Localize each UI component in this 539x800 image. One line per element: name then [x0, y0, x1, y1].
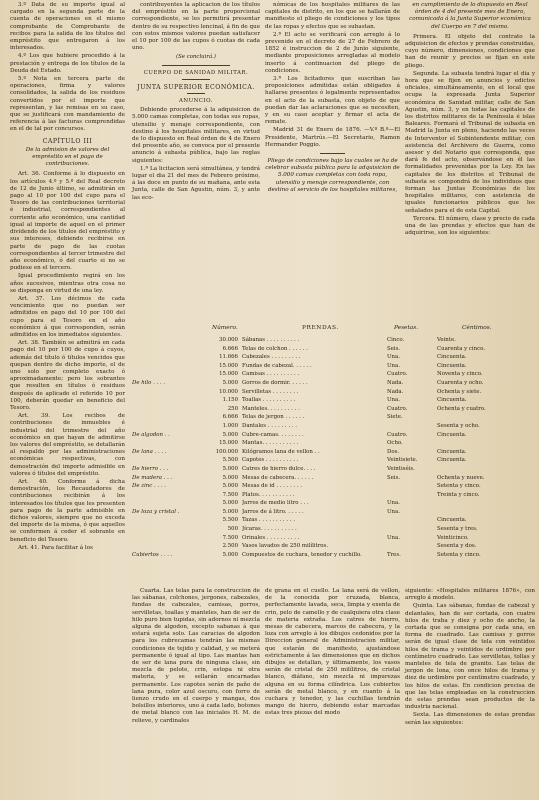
paragraph: Sexta. Las dimensiones de estas prendas serán las siguientes:: [405, 712, 535, 726]
bottom-column-2: [265, 588, 400, 719]
row-number: 100.000: [215, 448, 238, 455]
row-pesetas: Cuatro.: [387, 405, 408, 412]
row-category: De loza y cristal .: [132, 508, 180, 515]
row-number: 5.000: [222, 474, 238, 481]
row-number: 7.500: [222, 534, 238, 541]
paragraph: Segunda. La subasta tendrá lugar el dia y hora que se fijen en anuncios y edictos oficiales, simultáneamente, en el local que ocupa la expresada Junta Superior económica de Sanidad militar, calle de San Agustin, núm. 3, y en todas las capitales de los distritos militares de la Península é islas Baleares. Formará el Tribunal de subasta en Madrid la Junta en pleno, haciendo las veces de Interventor el Subintendente militar, con asistencia del Archivero de Guerra, como asesor y del Notario que corresponda, que dará fe del acto, observándose en él las formalidades prevenidas por la Ley. En las capitales de los distritos el Tribunal de subasta se compondrá de los individuos que forman las Juntas Económicas de los hospitales militares, con asistencia de iguales funcionarios públicos que los señalados para el de esta Capital.: [405, 70, 535, 214]
prendas-table: [132, 322, 535, 584]
table-row: [132, 474, 535, 483]
row-item: Servilletas . . . . . . . .: [242, 388, 299, 395]
row-number: 6.666: [222, 345, 238, 352]
table-row: [132, 431, 535, 440]
section-heading: CUERPO DE SANIDAD MILITAR.: [143, 69, 249, 76]
paragraph: Cuarta. Las telas para la construccion de las sábanas, colchones, jergones, cabezales, fundas de cabezales, camisas, gorros, servilletas, toallas y manteles, han de ser de hilo puro bien tupidas, sin adornos ni mezcla alguna de algodon, excepto sabanas á que estará sujeta solo. Las caracias de algodon para los cubrecamas tendrán las mismas condiciones de tejido y calidad, y se meterá permanente ó igual al tipo. Las mantas han de ser de lana pura de ninguna clase, sin mezcla de pelote, crin, estopa ni otra materia, y se sellarán encarnadas permanente. Los capotes serán de paño de lana pura, color azul oscuro, con forro de lienzo crudo en el cuerpo y mangas, dos bolsillos interiores, uno á cada lado, botones de metal blanco con las iniciales H. M. de relieve, y cardinales: [132, 588, 260, 724]
paragraph: Art. 36. Conforme á lo dispuesto en los artículos 4.º y 5.º del Real decreto de 12 de Junio último, se admitirán en pago al 10 por 100 del cupo para el Tesoro de las contribuciones territorial é industrial, correspondientes al corriente año económico, una cantidad igual al importe de aquel en el primer dividendo de los títulos del empréstito y sus intereses, debiendo recibirse en parte de pago de las cuotas correspondientes al tercer trimestre del año económico, ó del cuarto si no se pudiese en el tercero.: [10, 171, 125, 272]
table-row: [132, 422, 535, 431]
row-item: Capotes . . . . . . . . . .: [242, 457, 299, 464]
row-number: 11.666: [219, 354, 238, 361]
row-number: 5.000: [222, 500, 238, 507]
column-3: [265, 2, 400, 194]
table-row: [132, 465, 535, 474]
row-item: Kilógramos lana de vellon . .: [242, 448, 320, 455]
junta-heading: JUNTA SUPERIOR ECONÓMICA.: [137, 83, 255, 91]
paragraph: 1.ª La licitacion será simultánea, y tendrá lugar el dia 21 del mes de Febrero próximo, á las doce en punto de su mañana, ante esta Junta, calle de San Agustin, núm. 3, y ante las eco-: [132, 165, 260, 201]
table-body: [132, 336, 535, 559]
row-centimos: Cincuenta.: [437, 448, 467, 455]
row-number: 6.666: [222, 414, 238, 421]
table-row: [132, 491, 535, 500]
row-item: Cubre-camas. . . . . . . .: [242, 431, 304, 438]
row-number: 1.000: [222, 422, 238, 429]
paragraph: Art. 41. Para facilitar á los: [18, 544, 93, 551]
column-4: [405, 2, 535, 239]
paragraph: Art. 40. Conforme á dicha demostración, los Recaudadores de contribuciones recibirán á los interesados los títulos que les presenten para pago de la parte admisible en dichos valores, siempre que no exceda del importe de la misma, ó que aquellos se conformen á ceder el sobrante en beneficio del Tesoro.: [10, 479, 125, 543]
row-pesetas: Una.: [387, 534, 400, 541]
pliego-heading-cont: en cumplimiento de lo dispuesto en Real órden de 4 del presente mes de Enero, comunicada á la Junta Superior económica del Cuerpo en 7 del mismo.: [409, 2, 531, 30]
row-item: Jarros de á litro. . . . . .: [242, 508, 304, 515]
row-pesetas: Nada.: [387, 379, 404, 386]
row-category: De hierro . . .: [132, 465, 169, 472]
divider: [162, 65, 230, 66]
paragraph: siguiente: «Hospitales militares 1876», con arreglo á modelo.: [405, 588, 535, 602]
table-row: [132, 448, 535, 457]
table-row: [132, 499, 535, 508]
paragraph: 4.º Los que hubiere procedido á la prestación y entrega de los títulos de la Deuda del Estado.: [10, 53, 125, 74]
row-centimos: Cincuenta.: [437, 517, 467, 524]
row-centimos: Noventa y cinco.: [437, 371, 483, 378]
divider: [182, 79, 210, 80]
paragraph: 3.º Data de su importe igual al cargado en la segunda parte de la cuenta de operaciones en el mismo comprobante de Comprobante de recibos para la salida de los títulos del empréstito que entregaron á los interesados.: [10, 2, 125, 52]
row-item: Telas de jergon . . . . . .: [242, 414, 305, 421]
row-centimos: Ochenta y siete.: [437, 388, 482, 395]
row-centimos: Cincuenta.: [437, 354, 467, 361]
row-pesetas: Cuatro.: [387, 371, 408, 378]
row-item: Dantales . . . . . . . . .: [242, 422, 297, 429]
row-pesetas: Veintiséis.: [387, 465, 415, 472]
table-row: [132, 379, 535, 388]
to-be-concluded: (Se concluirá.): [176, 54, 216, 61]
row-centimos: Cincuenta.: [437, 362, 467, 369]
row-centimos: Veinte.: [437, 337, 456, 343]
row-pesetas: Cuatro.: [387, 431, 408, 438]
paragraph: de grana en el cuello. La lana será de vellon, de la conocida por cruzada, blanca, perfectamente lavada, seca, limpia y exenta de crin, pelo de camello y de cualquiera otra clase de materia extraña. Los catres de hierro, mesas de cabecera, marcos de cabecera, y la loza con arreglo á los dibujos cedonidos por la Direccion general de Administracion militar, que estarán de manifiesto, ajustándose estrictamente á las dimensiones que en dichos dibujos se detallan, y últimamente, los vasos serán de cristal de 250 milílitros, de cristal blanco, diáfano, sin mezcla ni impurezas alguna en su forma cilíndrica. Los cubiertos serán de metal blanco, y en cuanto á la cuchara y tenedor, y las cuchillas tendrán mango de hierro, debiendo estar marcadas estas tres piezas del modo: [265, 588, 400, 717]
row-item: Sábanas . . . . . . . . . .: [242, 337, 300, 343]
table-row: [132, 516, 535, 525]
row-number: 5.000: [222, 508, 238, 515]
row-centimos: Sesenta y dos.: [437, 543, 477, 550]
paragraph: contribuyentes la aplicacion de los títulos del empréstito en la parte proporcional correspondiente, se les permitirá presentar dentro de su respectivo lencinal, á fin de que con estos mismos valores puedan satisfacer el 10 por 100 de las cupos ó cuotas de cada uno.: [132, 2, 260, 52]
row-pesetas: Una.: [387, 508, 400, 515]
row-centimos: Cuarenta y cinco.: [437, 345, 485, 352]
paragraph: 2.ª El acto se verificará con arreglo á lo prevenido en el decreto de 27 de Febrero de 1852 é instruccion de 2 de Junio siguiente, mediante proposiciones arregladas al modelo inserto á continuacion del pliego de condiciones.: [265, 31, 400, 74]
table-row: [132, 482, 535, 491]
row-pesetas: Una.: [387, 500, 400, 507]
table-row: [132, 388, 535, 397]
paragraph: Art. 38. También se admitirá en cada pago del 10 por 100 de cupo á cuyos, además del título ó títulos vencidos que quepan dentro de dicho importe, el de uno solo por completo exacto ó aproximadamente; pero los sobrantes que resulten en títulos ó residuos después de aplicado el referido 10 por 100, deberán quedar en beneficio del Tesoro.: [10, 340, 125, 411]
table-header: [132, 322, 535, 336]
row-pesetas: Una.: [387, 397, 400, 404]
anuncio-heading: ANUNCIO.: [179, 98, 213, 105]
row-category: De lana . . . .: [132, 448, 167, 455]
paragraph: Art. 37. Los décimos de cada vencimiento que no puedan ser admitidos en pago del 10 por 100 del cupo para el Tesoro en el año económico á que corresponden, serán admitidos en los inmediatos siguientes.: [10, 295, 125, 338]
divider: [320, 153, 345, 154]
bottom-column-3: [405, 588, 535, 728]
header-prendas: PRENDAS.: [302, 325, 339, 331]
row-item: Cabezales . . . . . . . . .: [242, 354, 301, 361]
table-row: [132, 439, 535, 448]
row-pesetas: Dos.: [387, 448, 400, 455]
row-item: Vasos lavados de 250 milílitros.: [242, 543, 329, 550]
row-number: 15.000: [219, 362, 238, 369]
row-item: Platos. . . . . . . . . . .: [242, 491, 295, 498]
table-row: [132, 362, 535, 371]
row-number: 5.500: [222, 457, 238, 464]
row-number: 2.500: [222, 543, 238, 550]
row-centimos: Setenta y cinco.: [437, 483, 481, 490]
row-pesetas: Una.: [387, 354, 400, 361]
header-numero: Número.: [212, 325, 238, 331]
chapter-subtitle: De la admision de valores del empréstito en el pago de contribuciones.: [25, 146, 110, 168]
pliego-heading: Pliego de condiciones bajo las cuales se ha de celebrar subasta pública para la adquisicion de 5.000 camas completas con toda ropa, utensilio y menaje correspondiente, con destino al servicio de los hospitales militares,: [265, 158, 400, 193]
row-number: 5.000: [222, 431, 238, 438]
row-number: 500: [227, 526, 238, 533]
row-item: Mantas. . . . . . . . . . .: [242, 440, 299, 447]
row-pesetas: Siete.: [387, 414, 403, 421]
row-number: 5.000: [222, 551, 238, 558]
header-pesetas: Pesetas.: [394, 325, 419, 331]
paragraph: nómicas de los hospitales militares de las capitales de distrito, en los que se hallarán de manifiesto el pliego de condiciones y los tipos de las ropas y efectos que se subastan.: [265, 2, 400, 30]
paragraph: Art. 39. Los recibos de contribuciones de inmuebles é industrial del trimestre del año económico en que hayan de admitirse los valores del empréstito, se detallarán al respaldo por las administraciones económicas respectivas, con demostración del importe admisible en valores ó títulos del empréstito.: [10, 413, 125, 477]
row-item: Toallas . . . . . . . . . .: [242, 397, 296, 404]
row-item: Gorros de dormir. . . . . .: [242, 379, 308, 386]
row-number: 250: [227, 405, 238, 412]
row-item: Tazas . . . . . . . . . . .: [242, 517, 295, 524]
table-row: [132, 413, 535, 422]
row-pesetas: Nada.: [387, 388, 404, 395]
divider: [187, 93, 205, 94]
row-centimos: Sesenta y tres.: [437, 526, 478, 533]
table-row: [132, 525, 535, 534]
row-category: De madera . . .: [132, 474, 173, 481]
row-item: Mesas de cabecera. . . . . .: [242, 474, 314, 481]
row-number: 5.000: [222, 465, 238, 472]
paragraph: Madrid 31 de Enero de 1876. —V.º B.º—El Presidente, Martrús.—El Secretario, Ramon Hermander Poggio.: [265, 127, 400, 148]
row-item: Orinales . . . . . . . . . .: [242, 534, 300, 541]
row-item: Telas de colchon . . . . . .: [242, 345, 308, 352]
paragraph: 3.ª Los licitadores que suscriban las proposiciones admitidas están obligados á hallarse presentes ó legalmente representados en el acto de la subasta, con objeto de que puedan dar las aclaraciones que se necesiten, y en su caso aceptar y firmar el acta de remate.: [265, 76, 400, 126]
header-centimos: Céntimos.: [462, 325, 492, 331]
row-item: Manteles. . . . . . . . . .: [242, 405, 300, 412]
paragraph: Debiendo procederse á la adquisicion de 5.000 camas completas, con todas sus ropas, utensilio y menaje correspondiente, con destino á los hospitales militares, en virtud de lo dispuesto en Real órden de 4 de Enero del presente año, se convoca por el presente anuncio á subasta pública, bajo las reglas siguientes:: [132, 107, 260, 164]
row-item: Jícaras. . . . . . . . . . .: [242, 526, 297, 533]
bottom-column-1: [132, 588, 260, 726]
row-centimos: Cincuenta.: [437, 397, 467, 404]
row-centimos: Ochenta y cuatro.: [437, 405, 486, 412]
row-item: Fundas de cabezal. . . . . .: [242, 362, 312, 369]
row-number: 15.000: [219, 371, 238, 378]
row-category: De algodon . .: [132, 431, 170, 438]
table-row: [132, 336, 535, 345]
paragraph: Igual procedimiento regirá en los años sucesivos, mientras otra cosa no se disponga en virtud de una ley.: [10, 273, 125, 294]
table-row: [132, 353, 535, 362]
row-item: Jarros de medio litro . . .: [242, 500, 309, 507]
row-item: Catres de hierro dulce. . . .: [242, 465, 316, 472]
row-centimos: Treinta y cinco.: [437, 491, 480, 498]
row-centimos: Cincuenta.: [437, 431, 467, 438]
row-number: 7.500: [222, 491, 238, 498]
row-centimos: Ochenta y nueve.: [437, 474, 485, 481]
row-item: Camisas . . . . . . . . . .: [242, 371, 300, 378]
row-pesetas: Tres.: [387, 551, 401, 558]
table-row: [132, 405, 535, 414]
table-row: [132, 345, 535, 354]
row-centimos: Cincuenta.: [437, 457, 467, 464]
row-number: 10.000: [219, 388, 238, 395]
table-row: [132, 551, 535, 560]
row-centimos: Sesenta y ocho.: [437, 422, 480, 429]
table-row: [132, 370, 535, 379]
row-category: Cubiertos . . . .: [132, 551, 173, 558]
row-pesetas: Seis.: [387, 474, 401, 481]
row-item: Mesas de id . . . . . . . .: [242, 483, 303, 490]
row-number: 5.000: [222, 379, 238, 386]
row-number: 1.150: [222, 397, 238, 404]
row-number: 30.000: [219, 337, 238, 343]
row-item: Compuestos de cuchara, tenedor y cuchillo.: [242, 551, 362, 558]
row-number: 5.000: [222, 483, 238, 490]
row-number: 5.500: [222, 517, 238, 524]
table-row: [132, 542, 535, 551]
table-row: [132, 456, 535, 465]
row-centimos: Setenta y cinco.: [437, 551, 481, 558]
row-pesetas: Ocho.: [387, 440, 403, 447]
row-category: De zinc . . . .: [132, 483, 166, 490]
paragraph: 5.º Nota en tercera parte de operaciones, firma y valores consolidados, la salida de los residuos convertidos por el importe que representan, y las remisas en su caso, que se justificará con mandamiento de referencia á las facturas comprendidas en el de tal por concursos.: [10, 76, 125, 133]
row-category: De hilo . . . .: [132, 379, 166, 386]
row-pesetas: Seis.: [387, 345, 401, 352]
row-centimos: Cuarenta y ocho.: [437, 379, 484, 386]
chapter-heading: CAPÍTULO III: [42, 137, 93, 145]
row-pesetas: Veintisiete.: [387, 457, 418, 464]
paragraph: Tercera. El número, clase y precio de cada una de las prendas y efectos que han de adquirirse, son los siguientes:: [405, 215, 535, 237]
column-2: [132, 2, 260, 203]
row-number: 15.000: [219, 440, 238, 447]
row-pesetas: Una.: [387, 362, 400, 369]
row-pesetas: Cinco.: [387, 337, 405, 343]
table-row: [132, 396, 535, 405]
row-centimos: Veinticinco.: [437, 534, 469, 541]
column-1: [10, 2, 125, 553]
paragraph: Primera. El objeto del contrato la adquisicion de efectos y prendas construidas, cuyo número, dimensiones, condiciones que han de reunir y precios se fijan en este pliego.: [405, 33, 535, 69]
table-row: [132, 508, 535, 517]
table-row: [132, 534, 535, 543]
paragraph: Quinta. Las sábanas, fundas de cabezal y delantales, han de ser cortada, con cuatro hilos de traba y diez y ocho de ancho, la cortada que se consigna por cada una, en forma de cuadrado. Las camisas y gorros serán de igual clase de tela con veintidos hilos de trama y veintidos de urdimbre por centímetro cuadrado. Las servilletas, tollas y manteles de tela de granito. Las telas de jergon de lona, con once hilos de trama y diez de urdimbre por centímetro cuadrado, y los hilos de estas. En condicion precisa de que las telas empleadas en la construccion de estas prendas sean productos de la industria nacional.: [405, 603, 535, 711]
